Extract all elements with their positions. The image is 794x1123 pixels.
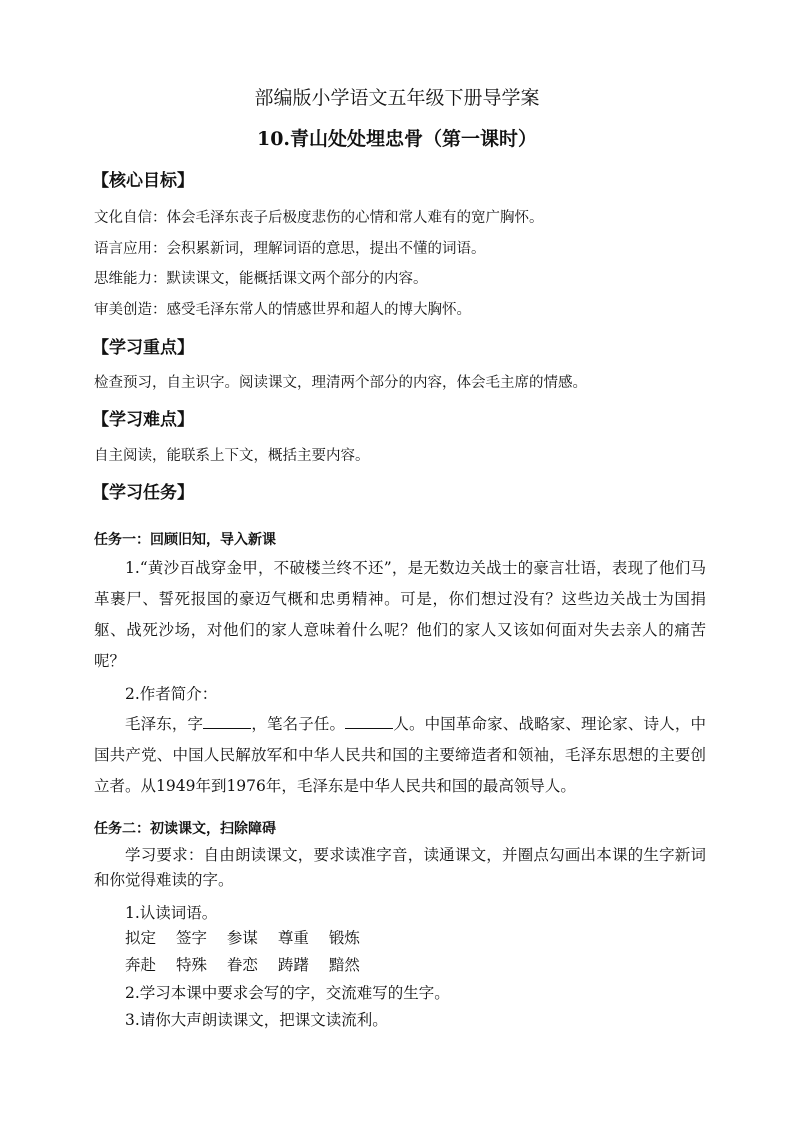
word: 参谋	[226, 929, 258, 947]
key-points-heading: 【学习重点】	[92, 338, 194, 358]
tasks-heading: 【学习任务】	[92, 483, 194, 503]
word: 奔赴	[125, 956, 157, 974]
core-goals-heading: 【核心目标】	[92, 171, 194, 191]
word: 拟定	[125, 929, 157, 947]
goal-language: 语言应用：会积累新词，理解词语的意思，提出不懂的词语。	[94, 241, 486, 257]
lesson-title: 10.青山处处埋忠骨（第一课时）	[256, 128, 538, 150]
key-points-text: 检查预习，自主识字。阅读课文，理清两个部分的内容，体会毛主席的情感。	[94, 375, 587, 391]
writing-practice-item: 2.学习本课中要求会写的字，交流难写的生字。	[125, 984, 450, 1002]
word: 特殊	[175, 956, 207, 974]
hometown-blank	[345, 712, 393, 729]
document-title: 部编版小学语文五年级下册导学案	[254, 87, 540, 109]
name-blank	[203, 712, 251, 729]
word-row-1	[125, 928, 375, 948]
goal-aesthetic: 审美创造：感受毛泽东常人的情感世界和超人的博大胸怀。	[94, 302, 471, 318]
word: 黯然	[328, 956, 360, 974]
task1-paragraph: 1.“黄沙百战穿金甲，不破楼兰终不还”，是无数边关战士的豪言壮语，表现了他们马革裹尸、誓死报国的豪迈气概和忠勇精神。可是，你们想过没有？这些边关战士为国捐躯、战死沙场，对他们的家人意味着什么呢？他们的家人又该如何面对失去亲人的痛苦呢？	[94, 559, 706, 670]
author-intro-label: 2.作者简介：	[125, 685, 218, 703]
difficulties-heading: 【学习难点】	[92, 410, 194, 430]
reading-aloud-item: 3.请你大声朗读课文，把课文读流利。	[125, 1011, 388, 1029]
word-reading-label: 1.认读词语。	[125, 904, 218, 922]
word: 踌躇	[277, 956, 309, 974]
goal-culture: 文化自信：体会毛泽东丧子后极度悲伤的心情和常人难有的宽广胸怀。	[94, 210, 544, 226]
goal-thinking: 思维能力：默读课文，能概括课文两个部分的内容。	[94, 271, 428, 287]
task2-paragraph: 学习要求：自由朗读课文，要求读准字音，读通课文，并圈点勾画出本课的生字新词和你觉得难读的字。	[94, 846, 706, 889]
word: 锻炼	[328, 929, 360, 947]
word-row-2	[125, 955, 375, 975]
task1-title: 任务一：回顾旧知，导入新课	[94, 532, 276, 548]
author-intro-paragraph: 毛泽东，字 ，笔名子任。 人。中国革命家、战略家、理论家、诗人，中国共产党、中国人民解放军和中华人民共和国的主要缔造者和领袖，毛泽东思想的主要创立者。从1949年到1976年，毛泽东是中华人民共和国的最高领导人。	[94, 709, 706, 802]
word: 签字	[175, 929, 207, 947]
word: 眷恋	[226, 956, 258, 974]
task2-title: 任务二：初读课文，扫除障碍	[94, 821, 276, 837]
word: 尊重	[277, 929, 309, 947]
difficulties-text: 自主阅读，能联系上下文，概括主要内容。	[94, 448, 370, 464]
